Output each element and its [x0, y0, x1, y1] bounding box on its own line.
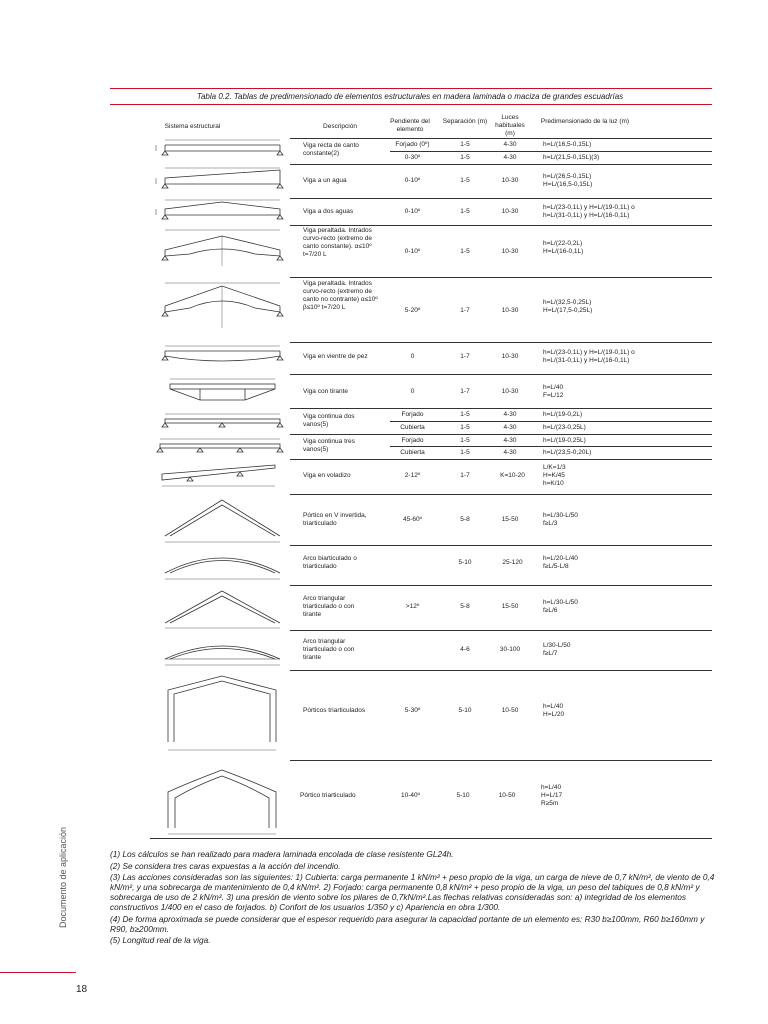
row-line: [290, 138, 712, 139]
duo-pitch-beam-diagram: [150, 198, 285, 226]
row-4-predim-a: h=L/(32,5-0,25L): [543, 299, 592, 306]
row-8-pend-b: Cubierta: [400, 449, 425, 456]
row-1-predim-a: h=L/(26,5-0,15L): [543, 173, 592, 180]
row-6-sep: 1-7: [460, 388, 470, 395]
straight-beam-diagram: [150, 137, 285, 165]
row-line: [290, 225, 712, 226]
row-line: [390, 446, 712, 447]
row-14-luces: 10-50: [501, 707, 519, 714]
row-8-sep-b: 1-5: [460, 449, 470, 456]
row-line: [290, 198, 712, 199]
row-1-predim-b: H=L/(16,5-0,15L): [543, 181, 593, 188]
row-1-desc: Viga a un agua: [303, 177, 347, 184]
row-14-predim-a: h=L/40: [543, 703, 564, 710]
row-8-predim-a: h=L/(19-0,25L): [543, 437, 586, 444]
row-3-predim-b: H=L/(16-0,1L): [543, 248, 584, 255]
footer-rule: [0, 972, 76, 973]
row-3-pend: 0-10º: [404, 248, 421, 255]
footnote-4: (4) De forma aproximada se puede considerar que el espesor requerido para asegurar la capacidad portante de un elemento es: R30 b≥100mm, R60 b≥160mm y R90, b≥200mm.: [110, 913, 705, 934]
row-5-desc: Viga en vientre de pez: [303, 353, 368, 360]
table-bottom-line: [150, 838, 712, 839]
row-6-predim-a: h=L/40: [543, 384, 564, 391]
side-label: Documento de aplicación: [58, 826, 68, 928]
row-3-predim-a: h=L/(22-0,2L): [543, 240, 583, 247]
tied-beam-diagram: [150, 376, 285, 408]
row-7-sep-b: 1-5: [460, 424, 470, 431]
row-2-pend: 0-10º: [404, 208, 421, 215]
row-13-desc: Arco triangular triarticulado o con tirante: [303, 638, 355, 661]
row-3-luces: 10-30: [501, 248, 519, 255]
row-15-desc: Pórtico triarticulado: [300, 792, 356, 799]
fish-belly-beam-diagram: [150, 342, 285, 374]
row-line: [290, 585, 712, 586]
mono-pitch-beam-diagram: [150, 166, 285, 196]
row-1-sep: 1-5: [460, 177, 470, 184]
row-6-pend: 0: [410, 388, 415, 395]
row-14-sep: 5-10: [458, 707, 472, 714]
row-0-luces-a: 4-30: [503, 141, 517, 148]
row-10-predim-b: f≥L/3: [543, 520, 558, 527]
top-rule: [110, 88, 712, 89]
row-14-desc: Pórticos triarticulados: [303, 707, 366, 714]
row-2-predim-a: h=L/(23-0,1L) y H=L/(19-0,1L) o: [543, 204, 635, 211]
row-line: [290, 277, 712, 278]
row-3-sep: 1-5: [460, 248, 470, 255]
row-line: [390, 151, 712, 152]
caption-rule: [110, 104, 712, 105]
row-10-luces: 15-50: [501, 516, 519, 523]
row-5-predim-b: h=L/(31-0,1L) y H=L/(16-0,1L): [543, 357, 630, 364]
row-line: [290, 545, 712, 546]
row-9-predim-c: h=K/10: [543, 480, 564, 487]
row-6-predim-b: F=L/12: [543, 392, 564, 399]
row-12-sep: 5-8: [460, 603, 470, 610]
row-line: [290, 630, 712, 631]
row-11-sep: 5-10: [458, 559, 472, 566]
row-9-luces: K=10-20: [500, 472, 525, 479]
row-8-pend-a: Forjado: [401, 437, 424, 444]
row-10-pend: 45-60º: [403, 516, 422, 523]
row-13-sep: 4-6: [460, 646, 470, 653]
header-predim: Predimensionado de la luz (m): [540, 118, 630, 125]
table-caption: Tabla 0.2. Tablas de predimensionado de elementos estructurales en madera laminada o maciza de grandes escuadrías: [196, 92, 624, 101]
inverted-v-frame-diagram: [150, 494, 285, 546]
row-9-predim-a: L/K=1/3: [543, 464, 566, 471]
row-1-pend: 0-10º: [404, 177, 421, 184]
row-8-predim-b: h=L/(23,5-0,20L): [543, 449, 592, 456]
page-number: 18: [76, 984, 88, 995]
header-sistema: Sistema estructural: [164, 123, 221, 130]
header-descripcion: Descripción: [323, 123, 357, 130]
row-15-predim-c: R≥5m: [541, 800, 559, 807]
row-7-sep-a: 1-5: [460, 411, 470, 418]
footnotes: [110, 849, 715, 947]
row-9-pend: 2-12º: [404, 472, 421, 479]
row-3-desc: Viga peraltada. Intrados curvo-recto (extremo de canto constante). α≤10º t=7/20 L: [303, 227, 372, 258]
three-hinged-curved-portal-diagram: [150, 762, 285, 838]
row-line: [290, 374, 712, 375]
pitched-cambered-beam-2-diagram: [150, 280, 285, 340]
row-line: [290, 434, 712, 435]
row-line: [290, 670, 712, 671]
row-10-sep: 5-8: [460, 516, 470, 523]
row-4-predim-b: H=L/(17,5-0,25L): [543, 307, 593, 314]
row-8-desc: Viga continua tres vanos(5): [303, 438, 355, 453]
row-0-sep-a: 1-5: [460, 141, 470, 148]
row-11-predim-b: f≥L/5-L/8: [543, 563, 569, 570]
row-line: [290, 459, 712, 460]
row-line: [290, 760, 712, 761]
row-0-luces-b: 4-30: [503, 154, 517, 161]
row-12-luces: 15-50: [501, 603, 519, 610]
header-luces: Luces habituales (m): [495, 114, 525, 137]
row-5-sep: 1-7: [460, 353, 470, 360]
row-9-sep: 1-7: [460, 472, 470, 479]
row-0-desc: Viga recta de canto constante(2): [303, 142, 359, 157]
row-2-desc: Viga a dos aguas: [303, 208, 354, 215]
row-12-desc: Arco triangular triarticulado o con tirante: [303, 595, 355, 618]
row-14-pend: 5-30º: [404, 707, 421, 714]
arch-diagram: [150, 545, 285, 585]
row-15-predim-a: h=L/40: [541, 784, 562, 791]
row-7-predim-a: h=L/(19-0,2L): [543, 411, 583, 418]
pitched-cambered-beam-1-diagram: [150, 226, 285, 276]
row-6-desc: Viga con tirante: [303, 388, 349, 395]
row-line: [290, 164, 712, 165]
row-9-predim-b: H=K/45: [543, 472, 565, 479]
continuous-beam-two-spans-diagram: [150, 410, 285, 434]
footnote-1: (1) Los cálculos se han realizado para madera laminada encolada de clase resistente GL24h.: [110, 849, 454, 859]
row-4-luces: 10-30: [501, 307, 519, 314]
row-15-sep: 5-10: [456, 792, 470, 799]
row-7-desc: Viga continua dos vanos(5): [303, 413, 355, 428]
row-11-predim-a: h=L/20-L/40: [543, 555, 578, 562]
row-2-luces: 10-30: [501, 208, 519, 215]
row-14-predim-b: H=L/20: [543, 711, 565, 718]
continuous-beam-three-spans-diagram: [150, 435, 285, 459]
row-5-luces: 10-30: [501, 353, 519, 360]
row-7-predim-b: h=L/(23-0,25L): [543, 424, 586, 431]
row-4-pend: 5-20º: [404, 307, 421, 314]
row-4-desc: Viga peraltada. Intrados curvo-recto (extremo de canto no contrante) α≤10º β≤10º t=7/20 L: [303, 280, 378, 311]
footnote-2: (2) Se considera tres caras expuestas a la acción del incendio.: [110, 860, 341, 871]
row-0-predim-a: h=L/(16,5-0,15L): [543, 141, 592, 148]
row-7-luces-b: 4-30: [503, 424, 517, 431]
footnote-5: (5) Longitud real de la viga.: [110, 935, 211, 945]
row-13-luces: 30-100: [499, 646, 521, 653]
row-0-predim-b: h=L/(21,5-0,15L)(3): [543, 154, 600, 161]
row-0-pend-a: Forjado (0º): [395, 141, 430, 148]
row-9-desc: Viga en voladizo: [303, 472, 351, 479]
row-line: [290, 342, 712, 343]
row-4-sep: 1-7: [460, 307, 470, 314]
three-hinged-portal-diagram: [150, 670, 285, 760]
row-line: [390, 421, 712, 422]
row-5-pend: 0: [410, 353, 415, 360]
row-2-predim-b: h=L/(31-0,1L) y H=L/(16-0,1L): [543, 212, 630, 219]
row-1-luces: 10-30: [501, 177, 519, 184]
row-12-predim-b: f≥L/6: [543, 607, 558, 614]
cantilever-beam-diagram: [150, 460, 285, 492]
header-pendiente: Pendiente del elemento: [390, 118, 430, 133]
footnote-3: (3) Las acciones consideradas son las siguientes: 1) Cubierta: carga permanente 1 kN/m² + peso propio de la viga, un carga de nieve de 0,7 kN/m², de viento de 0,4 kN/m², y una sobrecarga de mantenimiento de 0,4 kN/m². 2) Forjado: carga permanente 0,8 kN/m² + peso propio de la viga, un peso del tabiques de 0,8 kN/m² y sobrecarga de uso de 2 kN/m². 3) una presión de viento sobre los pilares de 0,7kN/m².Las flechas relativas consideradas son: a) integridad de los elementos constructivos 1/400 en el caso de forjados. b) Confort de los usuarios 1/350 y c) Apariencia en obra 1/300.: [110, 872, 715, 912]
row-11-desc: Arco biarticulado o triarticulado: [303, 555, 357, 570]
row-0-pend-b: 0-30º: [404, 154, 421, 161]
row-12-predim-a: h=L/30-L/50: [543, 599, 578, 606]
row-10-predim-a: h=L/30-L/50: [543, 512, 578, 519]
row-15-pend: 10-40º: [401, 792, 420, 799]
triangular-arch-2-diagram: [150, 631, 285, 671]
row-7-pend-a: Forjado: [401, 411, 424, 418]
row-7-pend-b: Cubierta: [400, 424, 425, 431]
row-line: [290, 408, 712, 409]
row-11-luces: 25-120: [502, 559, 523, 566]
row-8-luces-b: 4-30: [503, 449, 517, 456]
row-0-sep-b: 1-5: [460, 154, 470, 161]
row-5-predim-a: h=L/(23-0,1L) y H=L/(19-0,1L) o: [543, 349, 635, 356]
triangular-arch-1-diagram: [150, 585, 285, 631]
row-8-sep-a: 1-5: [460, 437, 470, 444]
row-2-sep: 1-5: [460, 208, 470, 215]
row-10-desc: Pórtico en V invertida, triarticulado: [303, 512, 367, 527]
row-15-predim-b: H=L/17: [541, 792, 563, 799]
row-line: [290, 494, 712, 495]
row-6-luces: 10-30: [501, 388, 519, 395]
row-15-luces: 10-50: [498, 792, 516, 799]
header-separacion: Separación (m): [442, 118, 488, 125]
row-12-pend: >12º: [405, 603, 420, 610]
row-7-luces-a: 4-30: [503, 411, 517, 418]
row-13-predim-b: f≥L/7: [543, 650, 558, 657]
row-8-luces-a: 4-30: [503, 437, 517, 444]
row-13-predim-a: L/30-L/50: [543, 642, 571, 649]
